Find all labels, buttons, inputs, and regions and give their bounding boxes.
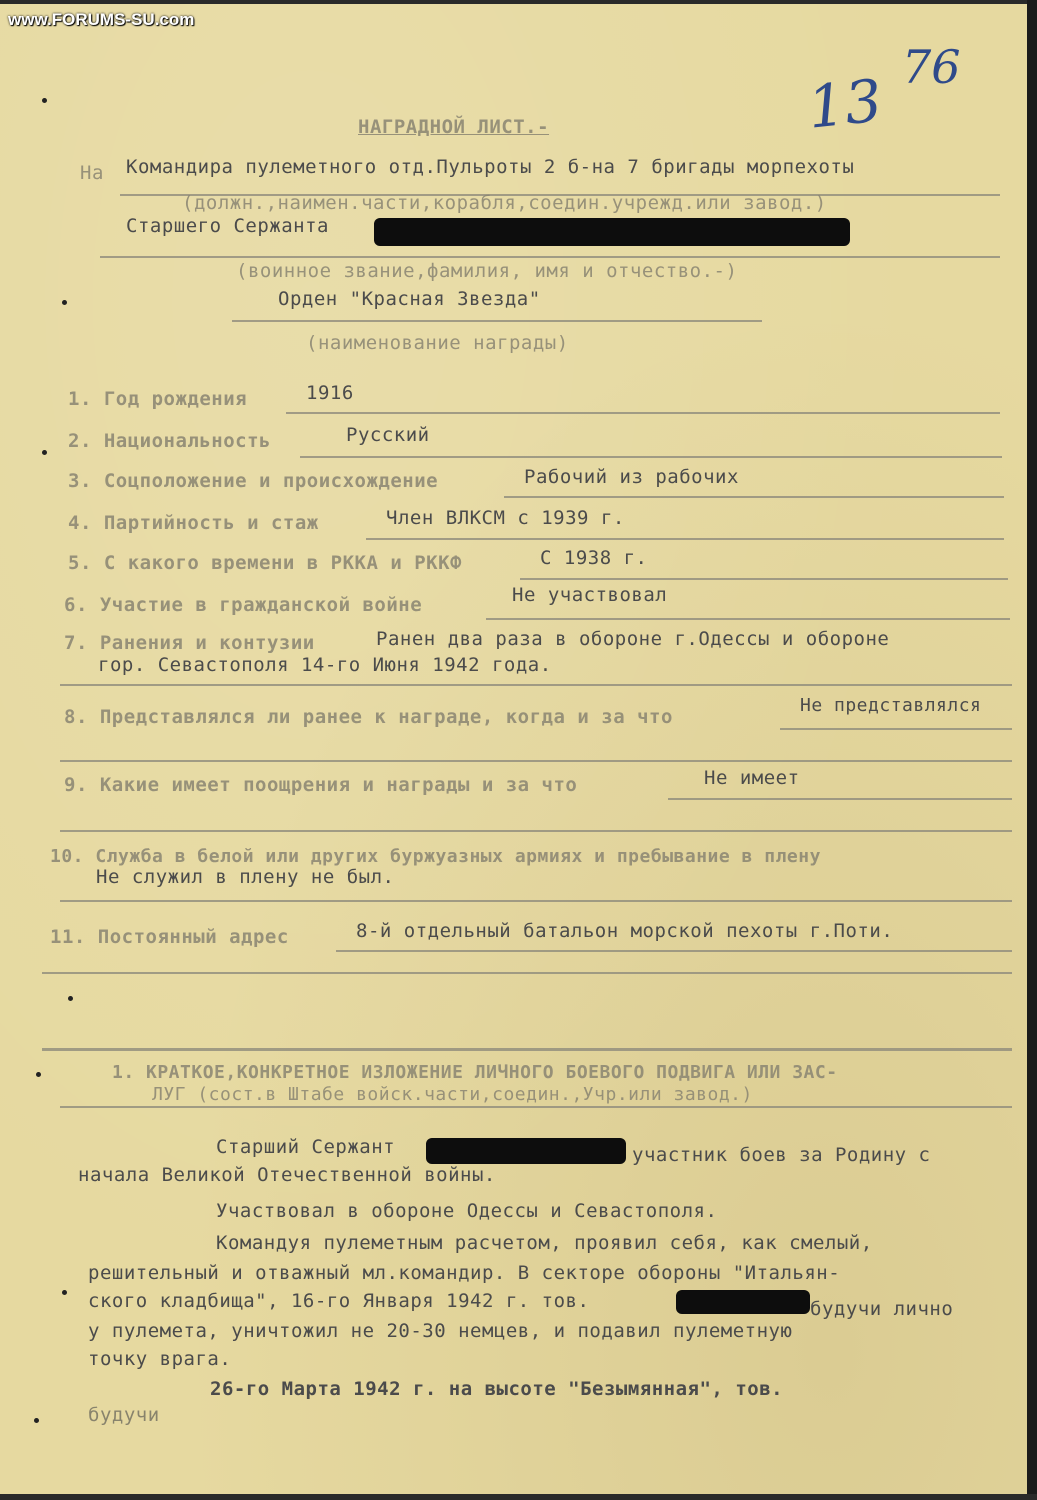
document-title: НАГРАДНОЙ ЛИСТ.- [358,116,550,138]
field-label-nationality: 2. Национальность [68,430,271,452]
field-value-social: Рабочий из рабочих [524,466,739,488]
field-value-wounds: Ранен два раза в обороне г.Одессы и обороне [376,628,890,650]
position-caption: (должн.,наимен.части,корабля,соедин.учрежд.или завод.) [182,192,827,214]
field-value-service-since: С 1938 г. [540,547,648,569]
narrative-line: начала Великой Отечественной войны. [78,1164,496,1186]
handwritten-number-right: 76 [902,40,961,94]
narrative-line: ского кладбища", 16-го Января 1942 г. тов. [88,1290,590,1312]
field-label-commendations: 9. Какие имеет поощрения и награды и за что [64,774,578,796]
field-label-civil-war: 6. Участие в гражданской войне [64,594,423,616]
field-value-commendations: Не имеет [704,767,800,789]
field-label-birth-year: 1. Год рождения [68,388,248,410]
field-value-nationality: Русский [346,424,430,446]
award-value: Орден "Красная Звезда" [278,288,541,310]
field-value-wounds-cont: гор. Севастополя 14-го Июня 1942 года. [98,654,552,676]
narrative-line: решительный и отважный мл.командир. В секторе обороны "Итальян- [88,1262,841,1284]
section-heading-line1: 1. КРАТКОЕ,КОНКРЕТНОЕ ИЗЛОЖЕНИЕ ЛИЧНОГО БОЕВОГО ПОДВИГА ИЛИ ЗАС- [112,1062,838,1083]
field-line [60,830,1012,832]
binder-hole [62,300,67,305]
field-line [300,456,1002,458]
field-line [60,760,1012,762]
scan-edge-right [1027,0,1037,1500]
field-line [780,728,1012,730]
binder-hole [36,1072,41,1077]
narrative-line: Участвовал в обороне Одессы и Севастополя. [216,1200,718,1222]
field-value-party: Член ВЛКСМ с 1939 г. [386,507,625,529]
field-line [366,538,1004,540]
field-label-social: 3. Соцположение и происхождение [68,470,439,492]
narrative-line: точку врага. [88,1348,232,1370]
field-label-party: 4. Партийность и стаж [68,512,319,534]
binder-hole [62,1290,67,1295]
binder-hole [42,98,47,103]
field-line [504,496,1004,498]
section-heading-line2: ЛУГ (сост.в Штабе войск.части,соедин.,Учр.или завод.) [152,1084,753,1105]
rank-line [100,256,1000,258]
binder-hole [34,1418,39,1423]
narrative-line: 26-го Марта 1942 г. на высоте "Безымянная", тов. [210,1378,784,1400]
narrative-line: участник боев за Родину с [632,1144,931,1166]
field-label-wounds: 7. Ранения и контузии [64,632,315,654]
scan-edge-bottom [0,1494,1037,1500]
field-line [42,972,1012,974]
site-watermark: www.FORUMS-SU.com [8,10,195,29]
field-value-prior-award: Не представлялся [800,695,982,716]
scan-edge-top [0,0,1037,4]
na-label: На [80,162,104,184]
binder-hole [42,450,47,455]
redacted-name [426,1138,626,1164]
field-label-foreign-service: 10. Служба в белой или других буржуазных армиях и пребывание в плену [50,846,821,867]
rank-value: Старшего Сержанта [126,215,329,237]
section-rule [60,1106,1012,1108]
binder-hole [68,996,73,1001]
award-line [232,320,762,322]
handwritten-number-left: 13 [804,66,886,142]
field-line [520,578,1008,580]
field-label-prior-award: 8. Представлялся ли ранее к награде, когда и за что [64,706,673,728]
field-value-foreign-service: Не служил в плену не был. [96,866,395,888]
field-line [668,798,1012,800]
field-line [60,684,1012,686]
field-value-birth-year: 1916 [306,382,354,404]
narrative-line: у пулемета, уничтожил не 20-30 немцев, и подавил пулеметную [88,1320,793,1342]
field-line [60,900,1012,902]
field-label-address: 11. Постоянный адрес [50,926,289,948]
award-caption: (наименование награды) [306,332,569,354]
field-line [486,618,1010,620]
field-line [336,950,1012,952]
narrative-line: будучи [88,1404,160,1426]
position-value: Командира пулеметного отд.Пульроты 2 б-на 7 бригады морпехоты [126,156,855,178]
redacted-name [676,1290,810,1314]
field-value-civil-war: Не участвовал [512,584,668,606]
field-line [286,412,1000,414]
redacted-name [374,218,850,246]
rank-caption: (воинное звание,фамилия, имя и отчество.-) [236,260,738,282]
field-label-service-since: 5. С какого времени в РККА и РККФ [68,552,462,574]
narrative-line: Старший Сержант [216,1136,396,1158]
section-rule [42,1048,1012,1051]
narrative-line: Командуя пулеметным расчетом, проявил себя, как смелый, [216,1232,873,1254]
field-value-address: 8-й отдельный батальон морской пехоты г.Поти. [356,920,894,942]
narrative-line: будучи лично [810,1298,954,1320]
